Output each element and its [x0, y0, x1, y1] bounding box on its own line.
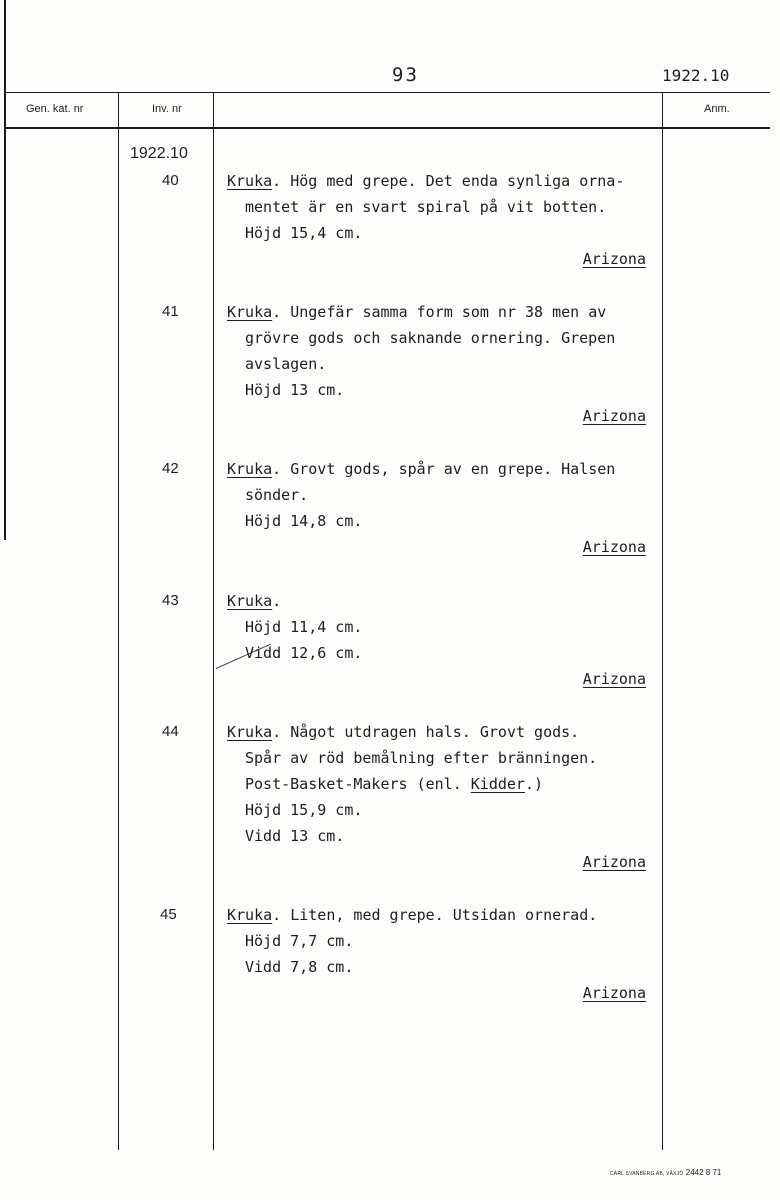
printer-imprint	[610, 1168, 721, 1177]
entry-line: Höjd 15,9 cm.	[245, 801, 363, 819]
entry-line-suffix: .)	[524, 775, 544, 793]
item-title: Kruka	[227, 303, 273, 321]
column-divider-text-anm	[662, 92, 663, 1150]
page-number: 93	[392, 64, 419, 86]
item-origin: Arizona	[582, 538, 646, 556]
entry-line: sönder.	[245, 486, 309, 504]
item-origin: Arizona	[582, 984, 646, 1002]
inventory-number: 40	[162, 172, 179, 189]
item-title: Kruka	[227, 723, 273, 741]
entry-line	[227, 592, 281, 610]
form-code: 2442 8 71	[685, 1168, 722, 1177]
catalog-code: 1922.10	[662, 66, 730, 85]
entry-line: avslagen.	[245, 355, 327, 373]
entry-line-text: Post-Basket-Makers (enl.	[245, 775, 471, 793]
entry-line: Vidd 13 cm.	[245, 827, 345, 845]
inventory-number: 43	[162, 592, 179, 609]
entry-line: mentet är en svart spiral på vit botten.	[245, 198, 607, 216]
item-origin: Arizona	[582, 670, 646, 688]
year-label: 1922.10	[130, 145, 188, 162]
inventory-number: 45	[160, 906, 177, 923]
entry-line	[227, 303, 606, 321]
entry-line: Vidd 12,6 cm.	[245, 644, 363, 662]
item-description: .	[272, 592, 282, 610]
reference-author: Kidder	[470, 775, 525, 793]
column-divider-gen-inv	[118, 92, 119, 1150]
item-origin: Arizona	[582, 250, 646, 268]
item-description: . Liten, med grepe. Utsidan ornerad.	[272, 906, 598, 924]
entry-line: Höjd 14,8 cm.	[245, 512, 363, 530]
entry-line: Höjd 11,4 cm.	[245, 618, 363, 636]
column-header-inv-nr: Inv. nr	[152, 103, 182, 115]
header-top-rule	[6, 92, 770, 93]
item-description: . Hög med grepe. Det enda synliga orna-	[272, 172, 625, 190]
entry-line: grövre gods och saknande ornering. Grepen	[245, 329, 616, 347]
column-header-anm: Anm.	[704, 103, 730, 115]
item-description: . Något utdragen hals. Grovt gods.	[272, 723, 580, 741]
item-title: Kruka	[227, 172, 273, 190]
entry-line: Vidd 7,8 cm.	[245, 958, 354, 976]
item-description: . Grovt gods, spår av en grepe. Halsen	[272, 460, 616, 478]
printer-name: CARL SVANBERG AB, VÄXJÖ	[610, 1171, 684, 1177]
entry-line: Spår av röd bemålning efter bränningen.	[245, 749, 598, 767]
header-bottom-rule	[6, 127, 770, 129]
inventory-number: 44	[162, 723, 179, 740]
column-header-gen-kat-nr: Gen. kat. nr	[26, 103, 84, 115]
entry-line	[227, 723, 579, 741]
column-divider-inv-text	[213, 92, 214, 1150]
item-title: Kruka	[227, 906, 273, 924]
item-title: Kruka	[227, 460, 273, 478]
entry-line	[227, 460, 615, 478]
inventory-number: 41	[162, 303, 179, 320]
inventory-number: 42	[162, 460, 179, 477]
item-origin: Arizona	[582, 853, 646, 871]
entry-line: Höjd 15,4 cm.	[245, 224, 363, 242]
item-origin: Arizona	[582, 407, 646, 425]
entry-line	[245, 775, 543, 793]
entry-line: Höjd 13 cm.	[245, 381, 345, 399]
left-margin-bar	[4, 0, 6, 540]
entry-line: Höjd 7,7 cm.	[245, 932, 354, 950]
entry-line	[227, 172, 624, 190]
entry-line	[227, 906, 597, 924]
item-title: Kruka	[227, 592, 273, 610]
item-description: . Ungefär samma form som nr 38 men av	[272, 303, 607, 321]
